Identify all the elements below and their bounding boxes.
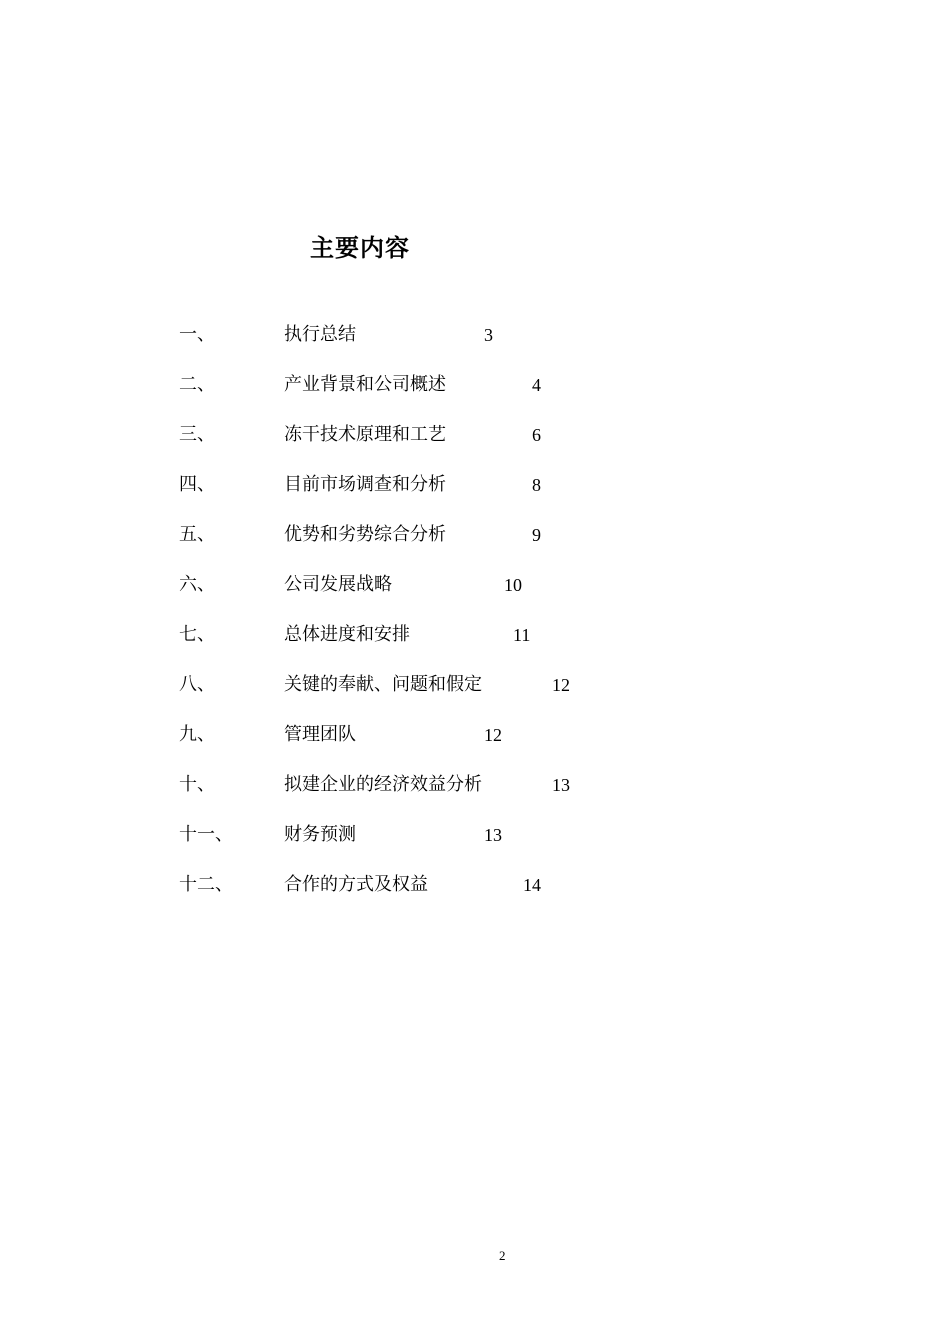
toc-entry (0, 420, 950, 450)
toc-entry-title: 产业背景和公司概述 (284, 374, 446, 395)
toc-entry (0, 720, 950, 750)
toc-entry-page: 13 (484, 825, 502, 845)
toc-entry-title: 冻干技术原理和工艺 (284, 424, 446, 445)
toc-entry-title: 管理团队 (284, 724, 356, 745)
toc-entry-page: 14 (523, 875, 541, 895)
toc-entry-number: 七、 (179, 624, 215, 645)
toc-entry (0, 670, 950, 700)
toc-entry-page: 11 (513, 625, 531, 645)
toc-entry-title: 关键的奉献、问题和假定 (284, 674, 482, 695)
toc-entry-title: 优势和劣势综合分析 (284, 524, 446, 545)
toc-entry-number: 十、 (179, 774, 215, 795)
toc-entry-number: 二、 (179, 374, 215, 395)
toc-entry-page: 12 (484, 725, 502, 745)
toc-entry (0, 570, 950, 600)
toc-entry-page: 13 (552, 775, 570, 795)
toc-entry (0, 320, 950, 350)
toc-entry-page: 4 (532, 375, 541, 395)
toc-entry-number: 十二、 (179, 874, 233, 895)
toc-entry-page: 3 (484, 325, 493, 345)
toc-entry (0, 520, 950, 550)
page-title: 主要内容 (310, 233, 410, 262)
toc-entry-number: 五、 (179, 524, 215, 545)
toc-entry (0, 820, 950, 850)
toc-entry-number: 九、 (179, 724, 215, 745)
toc-entry-title: 执行总结 (284, 324, 356, 345)
toc-entry-title: 目前市场调查和分析 (284, 474, 446, 495)
toc-entry-page: 6 (532, 425, 541, 445)
toc-entry-number: 一、 (179, 324, 215, 345)
toc-entry-title: 拟建企业的经济效益分析 (284, 774, 482, 795)
toc-entry-number: 六、 (179, 574, 215, 595)
toc-entry-number: 十一、 (179, 824, 233, 845)
toc-entry-page: 12 (552, 675, 570, 695)
toc-entry-page: 8 (532, 475, 541, 495)
toc-entry (0, 470, 950, 500)
toc-entry-number: 四、 (179, 474, 215, 495)
toc-entry-page: 9 (532, 525, 541, 545)
toc-entry (0, 370, 950, 400)
toc-entry-number: 八、 (179, 674, 215, 695)
toc-entry-title: 财务预测 (284, 824, 356, 845)
toc-entry-title: 公司发展战略 (284, 574, 392, 595)
toc-entry (0, 620, 950, 650)
toc-entry-number: 三、 (179, 424, 215, 445)
toc-entry-title: 总体进度和安排 (284, 624, 410, 645)
toc-entry (0, 770, 950, 800)
toc-entry-title: 合作的方式及权益 (284, 874, 428, 895)
page-number: 2 (499, 1248, 506, 1263)
toc-entry (0, 870, 950, 900)
toc-entry-page: 10 (504, 575, 522, 595)
